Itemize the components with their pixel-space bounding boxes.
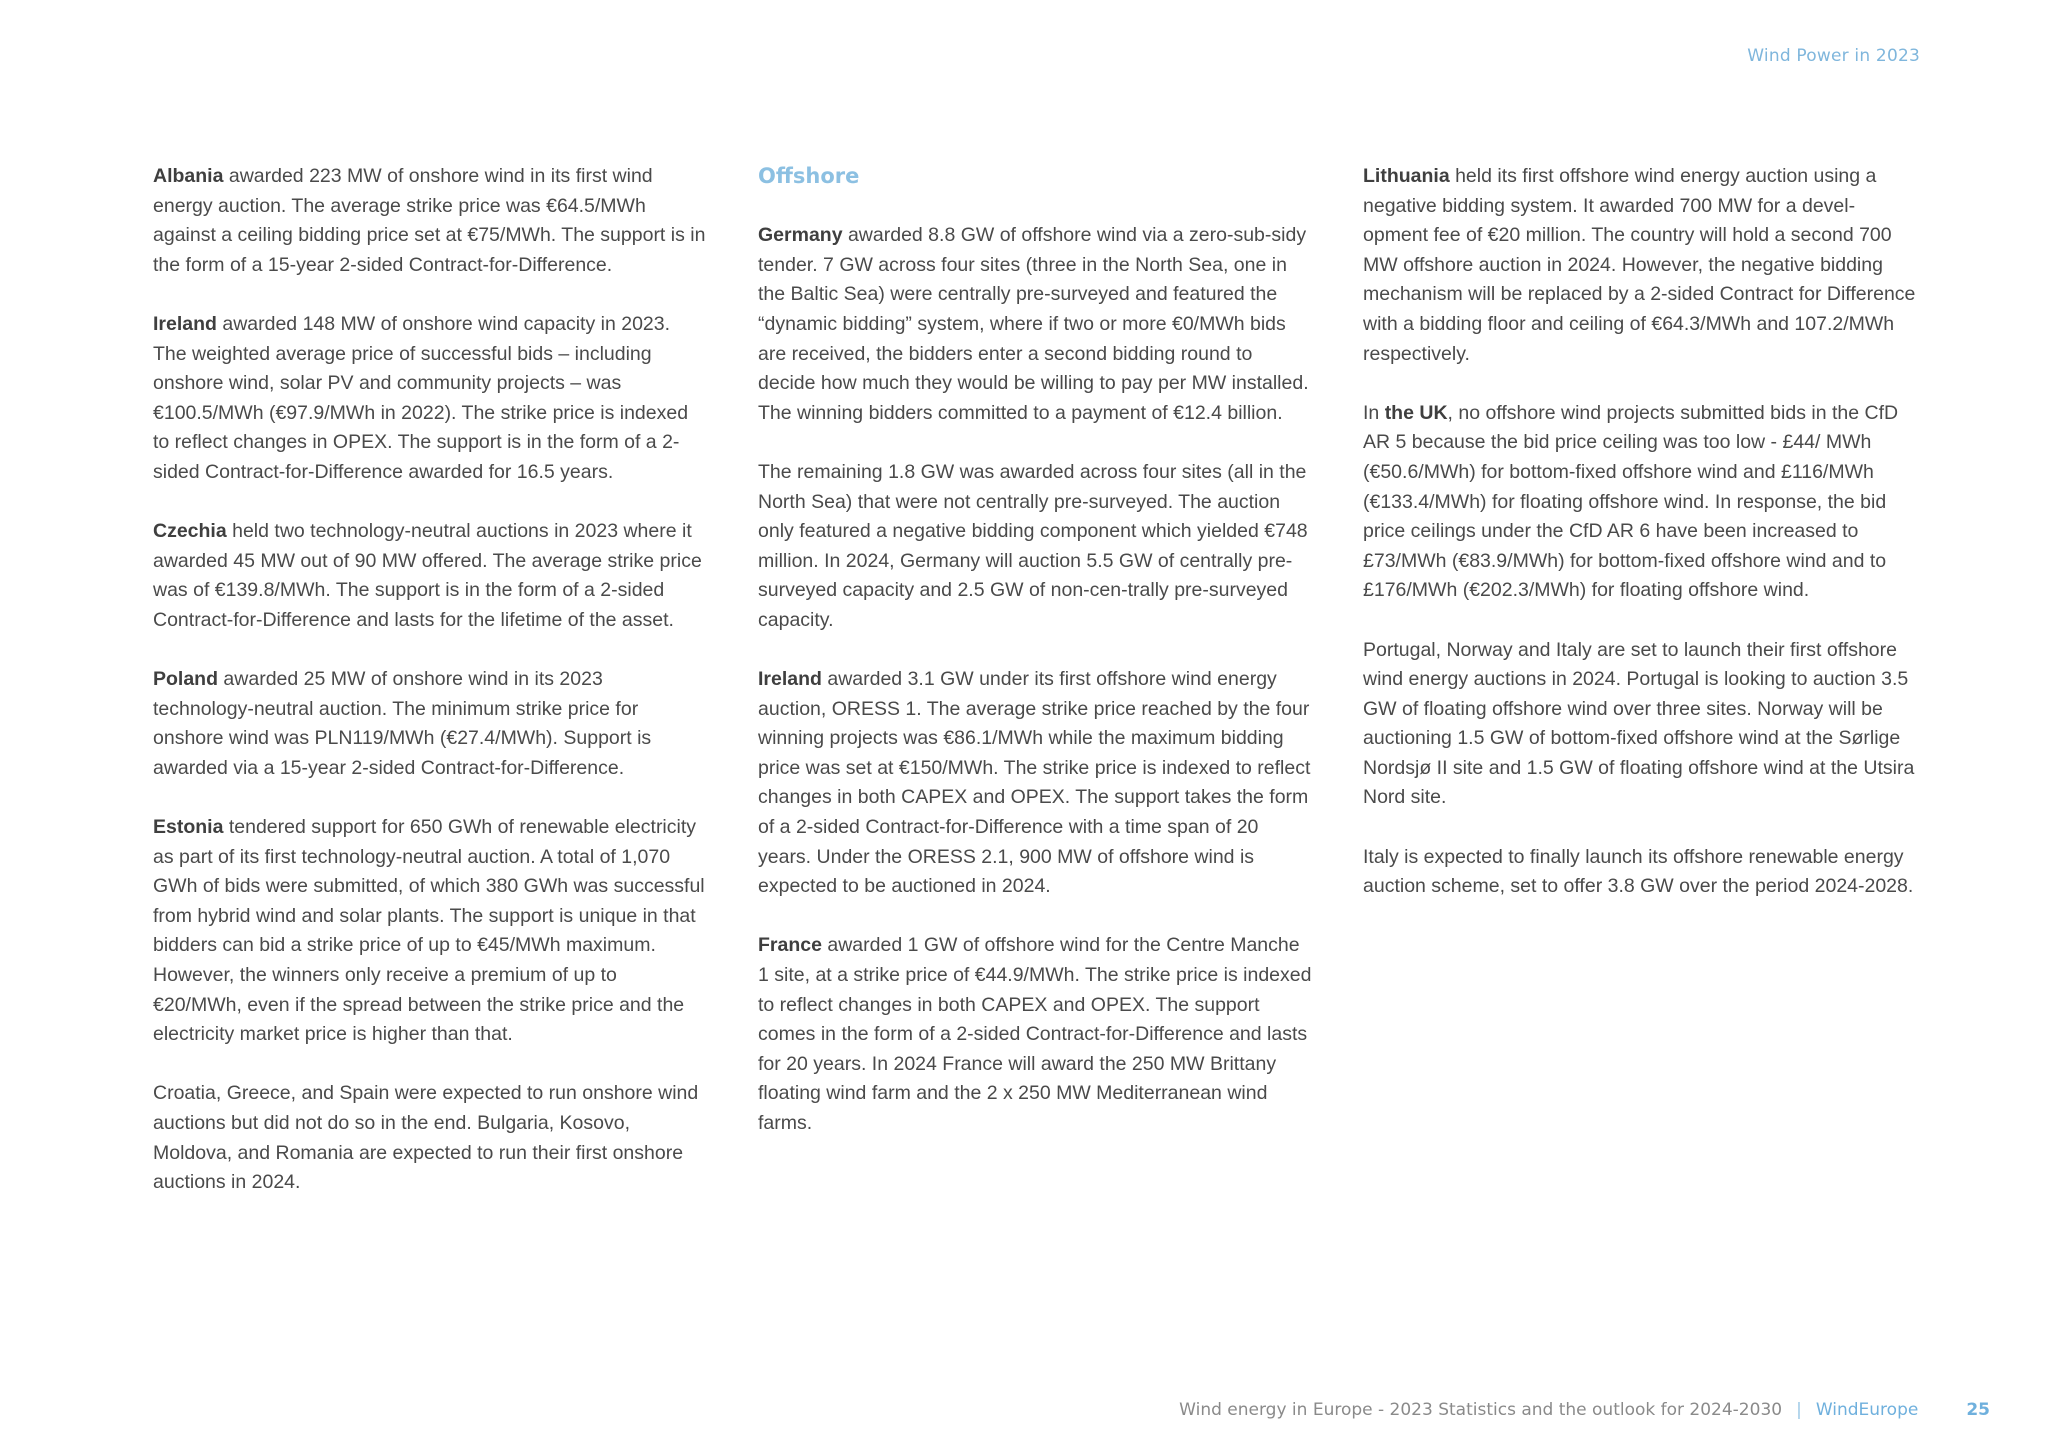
paragraph-body: Croatia, Greece, and Spain were expected to run onshore wind auctions but did not do so in the end. Bulgaria, Kosovo, Moldova, and Romania are expected to run their first onshore auctions in 2024. xyxy=(153,1082,699,1194)
paragraph-body: , no offshore wind projects submitted bids in the CfD AR 5 because the bid price ceiling was too low - £44/ MWh (€50.6/MWh) for bottom-fixed offshore wind and £116/MWh (€133.4/MWh) for floating offshore wind. In response, the bid price ceilings under the CfD AR 6 have been increased to £73/MWh (€83.9/MWh) for bottom-fixed offshore wind and to £176/MWh (€202.3/MWh) for floating offshore wind. xyxy=(1363,401,1899,602)
footer-publication-title: Wind energy in Europe - 2023 Statistics and the outlook for 2024-2030 xyxy=(1179,1400,1783,1420)
paragraph-ireland-onshore xyxy=(153,310,708,488)
footer-organisation: WindEurope xyxy=(1815,1400,1919,1420)
paragraph-czechia xyxy=(153,517,708,635)
paragraph-body: held its first offshore wind energy auction using a negative bidding system. It awarded 700 MW for a devel-opment fee of €20 million. The country will hold a second 700 MW offshore auction in 2024. However, the negative bidding mechanism will be replaced by a 2-sided Contract for Difference with a bidding floor and ceiling of €64.3/MWh and 107.2/MWh respectively. xyxy=(1363,165,1916,365)
paragraph-body: awarded 148 MW of onshore wind capacity in 2023. The weighted average price of successful bids – including onshore wind, solar PV and community projects – was €100.5/MWh (€97.9/MWh in 2022). The strike price is indexed to reflect changes in OPEX. The support is in the form of a 2-sided Contract-for-Difference awarded for 16.5 years. xyxy=(153,312,689,483)
paragraph-body: tendered support for 650 GWh of renewable electricity as part of its first technology-neutral auction. A total of 1,070 GWh of bids were submitted, of which 380 GWh was successful from hybrid wind and solar plants. The support is unique in that bidders can bid a strike price of up to €45/MWh maximum. However, the winners only receive a premium of up to €20/MWh, even if the spread between the strike price and the electricity market price is higher than that. xyxy=(153,816,705,1046)
paragraph-germany-remaining xyxy=(758,458,1313,636)
paragraph-body: Italy is expected to finally launch its offshore renewable energy auction scheme, set to offer 3.8 GW over the period 2024-2028. xyxy=(1363,845,1914,898)
paragraph-other-onshore xyxy=(153,1079,708,1197)
text-column-2 xyxy=(758,162,1313,1168)
paragraph-estonia xyxy=(153,813,708,1050)
paragraph-lead: France xyxy=(758,934,822,957)
running-header: Wind Power in 2023 xyxy=(1747,46,1920,66)
page-footer xyxy=(1179,1400,1990,1420)
text-column-1 xyxy=(153,162,708,1227)
paragraph-body: The remaining 1.8 GW was awarded across four sites (all in the North Sea) that were not centrally pre-surveyed. The auction only featured a negative bidding component which yielded €748 million. In 2024, Germany will auction 5.5 GW of centrally pre-surveyed capacity and 2.5 GW of non-cen-trally pre-surveyed capacity. xyxy=(758,460,1308,631)
paragraph-portugal-norway-italy xyxy=(1363,636,1918,814)
paragraph-lead: Lithuania xyxy=(1363,165,1450,187)
paragraph-lead: Ireland xyxy=(153,312,217,335)
paragraph-body: awarded 8.8 GW of offshore wind via a zero-sub-sidy tender. 7 GW across four sites (three in the North Sea, one in the Baltic Sea) were centrally pre-surveyed and featured the “dynamic bidding” system, where if two or more €0/MWh bids are received, the bidders enter a second bidding round to decide how much they would be willing to pay per MW installed. The winning bidders committed to a payment of €12.4 billion. xyxy=(758,224,1309,424)
paragraph-germany xyxy=(758,221,1313,428)
paragraph-lead: the UK xyxy=(1384,401,1448,424)
section-heading-offshore: Offshore xyxy=(758,164,860,188)
paragraph-body: awarded 1 GW of offshore wind for the Centre Manche 1 site, at a strike price of €44.9/MWh. The strike price is indexed to reflect changes in both CAPEX and OPEX. The support comes in the form of a 2-sided Contract-for-Difference and lasts for 20 years. In 2024 France will award the 250 MW Brittany floating wind farm and the 2 x 250 MW Mediterranean wind farms. xyxy=(758,934,1312,1134)
paragraph-france xyxy=(758,931,1313,1138)
footer-separator: | xyxy=(1796,1400,1802,1420)
paragraph-ireland-offshore xyxy=(758,665,1313,902)
paragraph-lead: Ireland xyxy=(758,668,822,691)
text-column-3 xyxy=(1363,162,1918,931)
paragraph-lithuania xyxy=(1363,162,1918,369)
paragraph-poland xyxy=(153,665,708,783)
paragraph-uk xyxy=(1363,399,1918,606)
paragraph-body: Portugal, Norway and Italy are set to launch their first offshore wind energy auctions in 2024. Portugal is looking to auction 3.5 GW of floating offshore wind over three sites. Norway will be auctioning 1.5 GW of bottom-fixed offshore wind at the Sørlige Nordsjø II site and 1.5 GW of floating offshore wind at the Utsira Nord site. xyxy=(1363,638,1915,809)
paragraph-prefix: In xyxy=(1363,401,1385,424)
page-number: 25 xyxy=(1966,1400,1990,1420)
paragraph-body: awarded 223 MW of onshore wind in its first wind energy auction. The average strike price was €64.5/MWh against a ceiling bidding price set at €75/MWh. The support is in the form of a 15-year 2-sided Contract-for-Difference. xyxy=(153,165,706,276)
paragraph-lead: Germany xyxy=(758,224,843,247)
paragraph-lead: Czechia xyxy=(153,520,227,543)
paragraph-body: held two technology-neutral auctions in 2023 where it awarded 45 MW out of 90 MW offered. The average strike price was of €139.8/MWh. The support is in the form of a 2-sided Contract-for-Difference and lasts for the lifetime of the asset. xyxy=(153,520,702,631)
paragraph-lead: Poland xyxy=(153,668,219,691)
paragraph-lead: Albania xyxy=(153,165,224,187)
paragraph-lead: Estonia xyxy=(153,816,224,839)
paragraph-albania xyxy=(153,162,708,280)
paragraph-body: awarded 3.1 GW under its first offshore wind energy auction, ORESS 1. The average strike price reached by the four winning projects was €86.1/MWh while the maximum bidding price was set at €150/MWh. The strike price is indexed to reflect changes in both CAPEX and OPEX. The support takes the form of a 2-sided Contract-for-Difference with a time span of 20 years. Under the ORESS 2.1, 900 MW of offshore wind is expected to be auctioned in 2024. xyxy=(758,668,1311,898)
paragraph-italy xyxy=(1363,843,1918,902)
paragraph-body: awarded 25 MW of onshore wind in its 2023 technology-neutral auction. The minimum strike price for onshore wind was PLN119/MWh (€27.4/MWh). Support is awarded via a 15-year 2-sided Contract-for-Difference. xyxy=(153,668,652,779)
